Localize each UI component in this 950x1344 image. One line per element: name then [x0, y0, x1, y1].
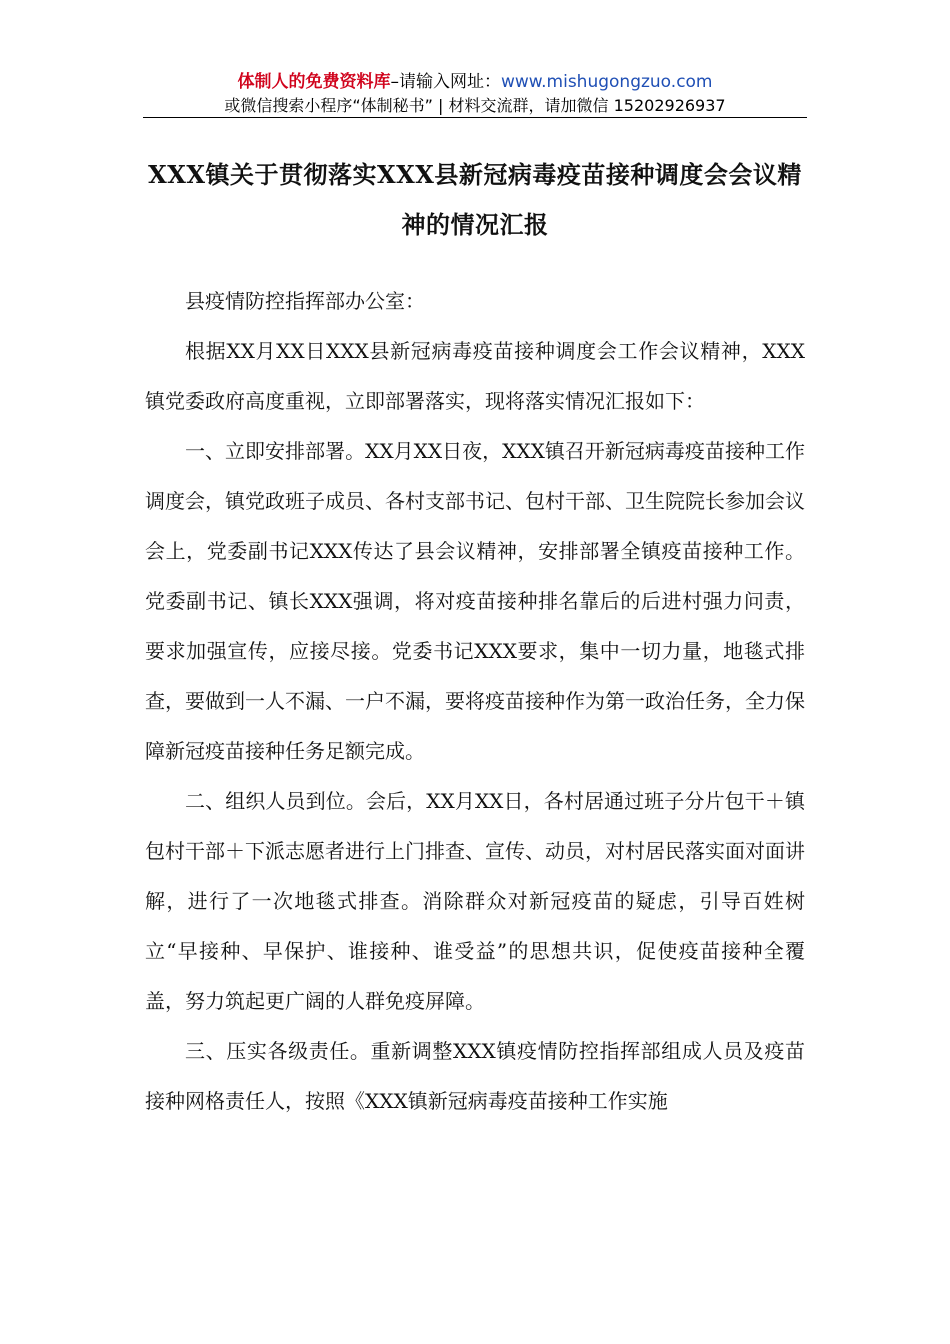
- paragraph-section-2: 二、组织人员到位。会后，XX月XX日，各村居通过班子分片包干＋镇包村干部＋下派志愿者进行上门排查、宣传、动员，对村居民落实面对面讲解，进行了一次地毯式排查。消除群众对新冠疫苗的疑虑，引导百姓树立“早接种、早保护、谁接种、谁受益”的思想共识，促使疫苗接种全覆盖，努力筑起更广阔的人群免疫屏障。: [145, 789, 805, 1013]
- header-banner: [143, 70, 807, 94]
- brand-name: 体制人的免费资料库: [237, 72, 391, 92]
- header-divider: [143, 117, 807, 118]
- document-title: [143, 150, 807, 250]
- header-contact-line: 或微信搜索小程序“体制秘书” | 材料交流群，请加微信 15202926937: [224, 96, 726, 115]
- url-prompt: –请输入网址：: [390, 72, 501, 92]
- title-line-2: 神的情况汇报: [401, 210, 549, 239]
- salutation: 县疫情防控指挥部办公室：: [185, 289, 425, 313]
- paragraph-section-1: 一、立即安排部署。XX月XX日夜，XXX镇召开新冠病毒疫苗接种工作调度会，镇党政班子成员、各村支部书记、包村干部、卫生院院长参加会议会上，党委副书记XXX传达了县会议精神，安排部署全镇疫苗接种工作。党委副书记、镇长XXX强调，将对疫苗接种排名靠后的后进村强力问责，要求加强宣传，应接尽接。党委书记XXX要求，集中一切力量，地毯式排查，要做到一人不漏、一户不漏，要将疫苗接种作为第一政治任务，全力保障新冠疫苗接种任务足额完成。: [145, 439, 805, 763]
- document-body: [145, 276, 805, 1126]
- title-line-1: XXX镇关于贯彻落实XXX县新冠病毒疫苗接种调度会会议精: [148, 160, 802, 189]
- paragraph-section-3: 三、压实各级责任。重新调整XXX镇疫情防控指挥部组成人员及疫苗接种网格责任人，按照《XXX镇新冠病毒疫苗接种工作实施: [145, 1039, 805, 1113]
- page-header: [143, 70, 807, 118]
- paragraph-intro: 根据XX月XX日XXX县新冠病毒疫苗接种调度会工作会议精神，XXX镇党委政府高度重视，立即部署落实，现将落实情况汇报如下：: [145, 339, 805, 413]
- website-link[interactable]: www.mishugongzuo.com: [500, 72, 713, 92]
